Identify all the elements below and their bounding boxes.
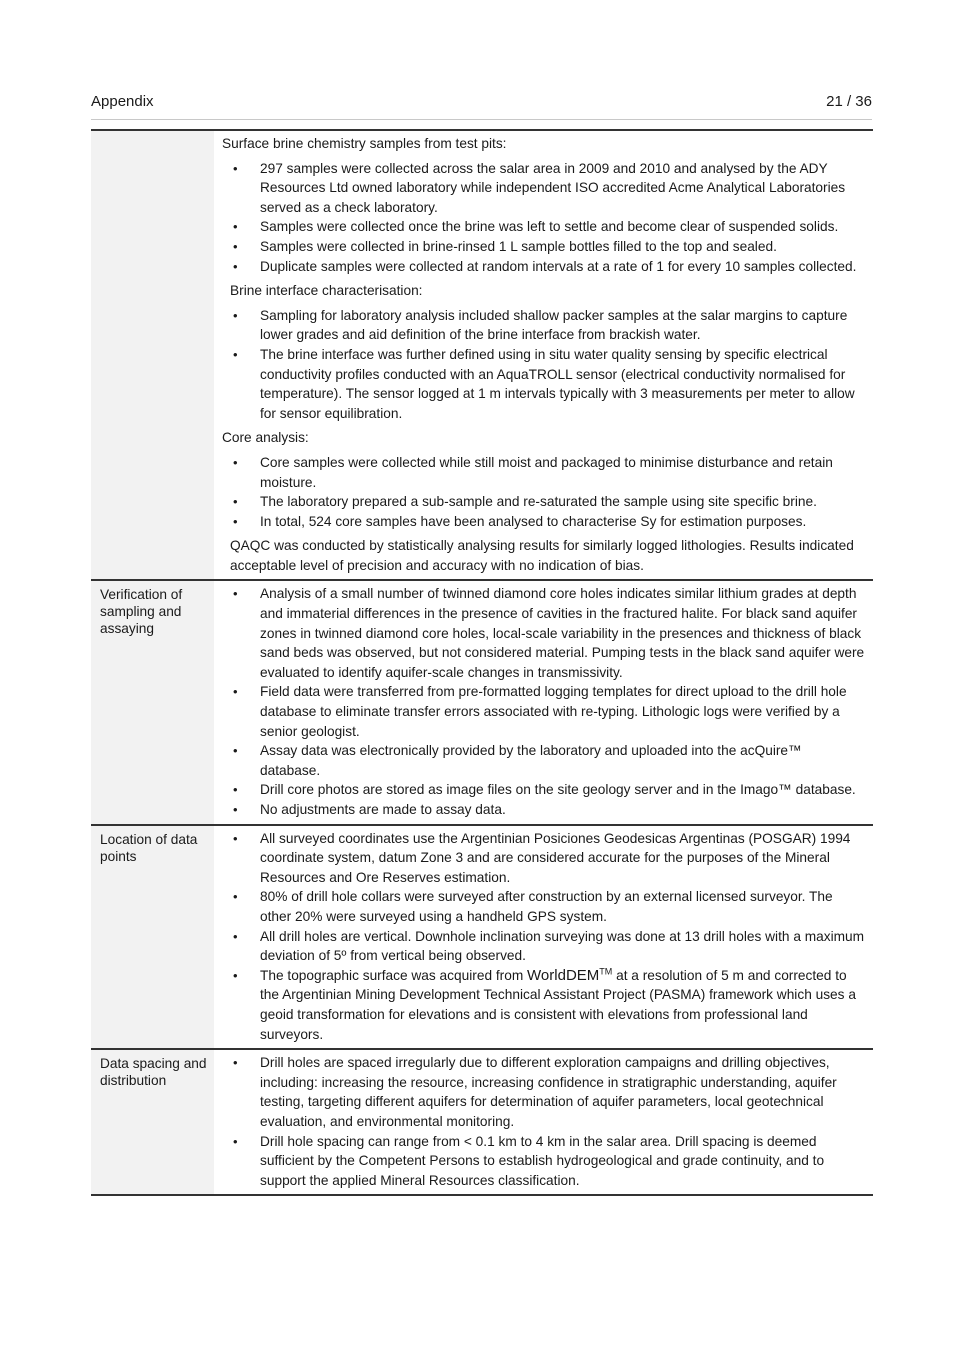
bullet-list: [222, 829, 865, 1045]
row-label: Verification of sampling and assaying: [91, 580, 214, 824]
row-content: [214, 1049, 873, 1195]
table-row: [91, 1049, 873, 1195]
qaqc-paragraph: QAQC was conducted by statistically analysing results for similarly logged lithologies. Results indicated acceptable level of precision and accuracy with no indication of bias.: [230, 538, 854, 573]
topo-text-before: The topographic surface was acquired from: [260, 967, 528, 983]
list-item: • Drill core photos are stored as image files on the site geology server and in the Imago™ database.: [222, 780, 865, 800]
list-item: • 80% of drill hole collars were surveyed after construction by an external licensed surveyor. The other 20% were surveyed using a handheld GPS system.: [222, 887, 865, 926]
list-item: • All drill holes are vertical. Downhole inclination surveying was done at 13 drill holes with a maximum deviation of 5º from vertical being observed.: [222, 927, 865, 966]
list-item: • Analysis of a small number of twinned diamond core holes indicates similar lithium grades at depth and immaterial differences in the presence of cavities in the fractured halite. For black sand aquifer zones in twinned diamond core holes, local-scale variability in the presences and thickness of black sand beds was observed, but not considered material. Pumping tests in the black sand aquifer were evaluated to identify aquifer-scale changes in transmissivity.: [222, 584, 865, 682]
row-content: [214, 130, 873, 580]
worlddem-brand: WorldDEM: [527, 966, 600, 984]
list-item: • In total, 524 core samples have been analysed to characterise Sy for estimation purposes.: [222, 512, 865, 532]
list-item: • Duplicate samples were collected at random intervals at a rate of 1 for every 10 samples collected.: [222, 257, 865, 277]
bullet-list: [222, 306, 865, 424]
row-label: Data spacing and distribution: [91, 1049, 214, 1195]
page-number: 21 / 36: [826, 93, 872, 110]
list-item: • Assay data was electronically provided by the laboratory and uploaded into the acQuire™ database.: [222, 741, 865, 780]
subheading: Brine interface characterisation:: [230, 283, 423, 299]
list-item: • 297 samples were collected across the salar area in 2009 and 2010 and analysed by the ADY Resources Ltd owned laboratory while independent ISO accredited Acme Analytical Laboratories served as a check laboratory.: [222, 159, 865, 218]
list-item: • The brine interface was further defined using in situ water quality sensing by specific electrical conductivity profiles conducted with an AquaTROLL sensor (electrical conductivity normalised for temperature). The sensor logged at 1 m intervals typically with 3 measurements per meter to allow for sensor equilibration.: [222, 345, 865, 423]
list-item: • No adjustments are made to assay data.: [222, 800, 865, 820]
bullet-list: [222, 159, 865, 277]
list-item: • Sampling for laboratory analysis included shallow packer samples at the salar margins to capture lower grades and aid definition of the brine interface from brackish water.: [222, 306, 865, 345]
table-row: [91, 825, 873, 1050]
page-header: [91, 91, 872, 120]
list-item: • Samples were collected in brine-rinsed 1 L sample bottles filled to the top and sealed.: [222, 237, 865, 257]
list-item: • Core samples were collected while still moist and packaged to minimise disturbance and retain moisture.: [222, 453, 865, 492]
row-label: [91, 130, 214, 580]
bullet-list: [222, 453, 865, 531]
list-item: • Drill holes are spaced irregularly due to different exploration campaigns and drilling objectives, including: increasing the resource, increasing confidence in stratigraphic understanding, aquifer testing, targeting different aquifers for determination of aquifer parameters, local geotechnical evaluation, and environmental monitoring.: [222, 1053, 865, 1131]
table-row: [91, 130, 873, 580]
list-item: • All surveyed coordinates use the Argentinian Posiciones Geodesicas Argentinas (POSGAR) 1994 coordinate system, datum Zone 3 and are considered accurate for the purposes of the Mineral Resources and Ore Reserves estimation.: [222, 829, 865, 888]
row-content: [214, 825, 873, 1050]
list-item: • Field data were transferred from pre-formatted logging templates for direct upload to the drill hole database to eliminate transfer errors associated with re-typing. Lithologic logs were verified by a senior geologist.: [222, 682, 865, 741]
list-item: • Samples were collected once the brine was left to settle and become clear of suspended solids.: [222, 217, 865, 237]
topo-text-after: at a resolution of 5 m and corrected to the Argentinian Mining Development Technical Assistant Project (PASMA) framework which uses a geoid transformation for elevations and is consistent with elevations from professional land surveyors.: [260, 967, 856, 1042]
table-row: [91, 580, 873, 824]
subheading: Surface brine chemistry samples from test pits:: [222, 136, 507, 151]
row-label: Location of data points: [91, 825, 214, 1050]
trademark-superscript: TM: [599, 966, 613, 977]
row-content: [214, 580, 873, 824]
bullet-list: [222, 584, 865, 819]
criteria-table: [91, 129, 873, 1196]
bullet-list: [222, 1053, 865, 1190]
list-item: [222, 966, 865, 1044]
section-title: Appendix: [91, 93, 154, 110]
subheading: Core analysis:: [222, 430, 309, 446]
list-item: • Drill hole spacing can range from < 0.1 km to 4 km in the salar area. Drill spacing is deemed sufficient by the Competent Persons to establish hydrogeological and grade continuity, and to support the applied Mineral Resources classification.: [222, 1132, 865, 1191]
list-item: • The laboratory prepared a sub-sample and re-saturated the sample using site specific brine.: [222, 492, 865, 512]
